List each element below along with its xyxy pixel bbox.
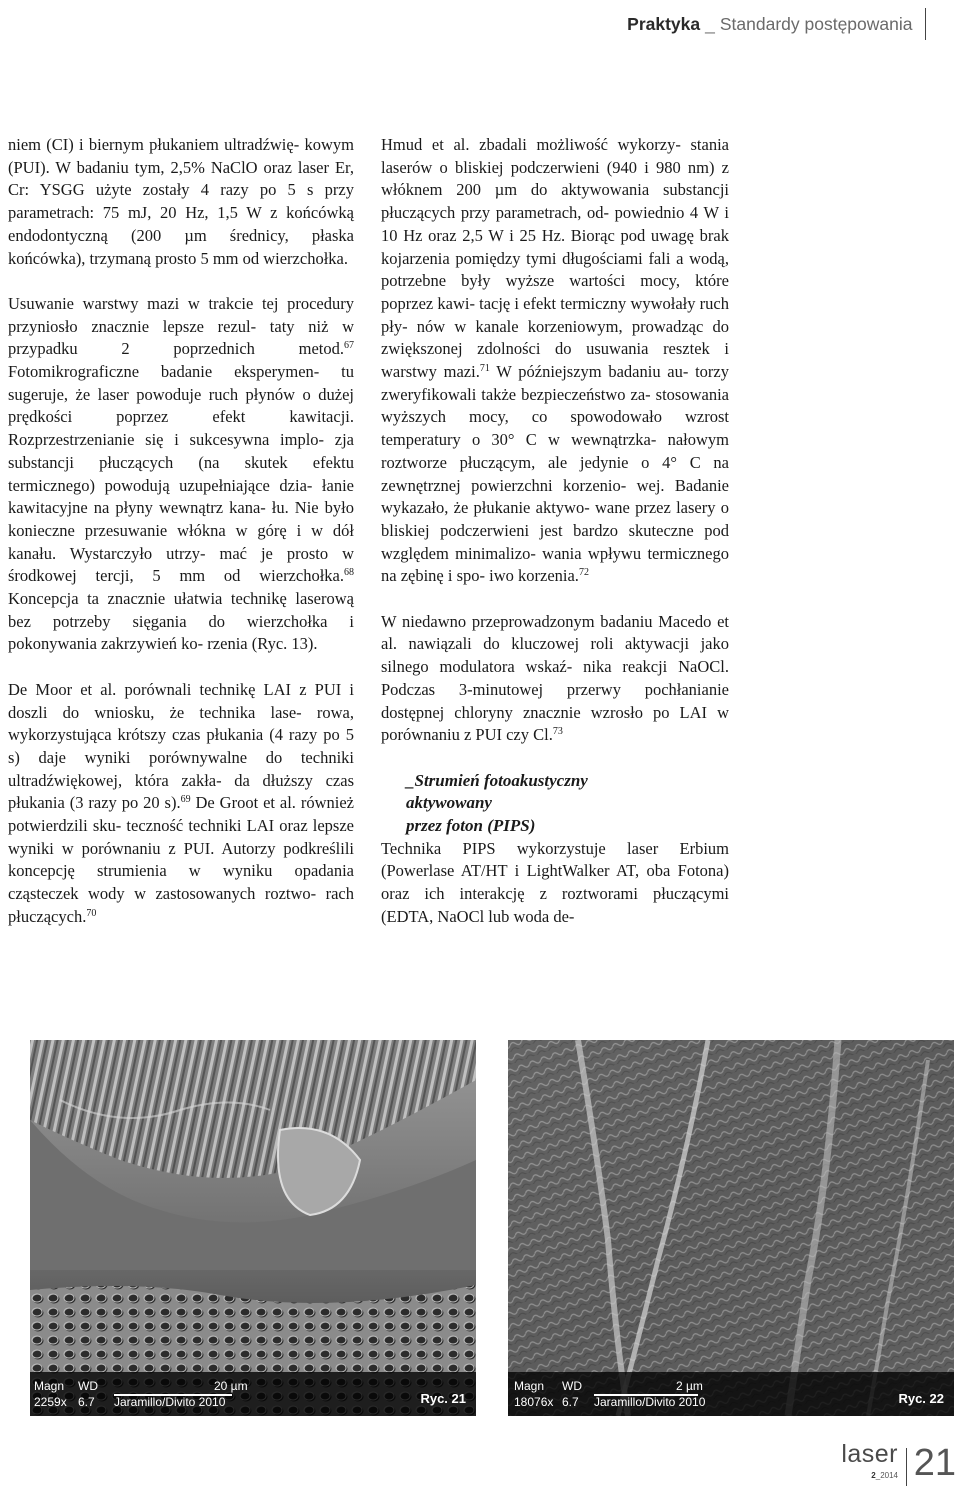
header-separator: _: [705, 13, 715, 34]
page-footer: [0, 1440, 960, 1490]
magnification-label: Magn: [514, 1379, 545, 1393]
header-divider: [925, 8, 927, 40]
magnification-value: 2259x: [34, 1395, 67, 1409]
figure-sem-image-21: [30, 1040, 476, 1416]
magazine-name: laser: [841, 1440, 898, 1468]
running-header: [627, 8, 926, 40]
subheading-line: aktywowany: [406, 793, 492, 813]
image-credit: Jaramillo/Divito 2010: [594, 1395, 706, 1409]
image-credit: Jaramillo/Divito 2010: [114, 1395, 226, 1409]
sem-micrograph: [30, 1040, 476, 1416]
scale-label: 20 µm: [214, 1379, 248, 1393]
section-topic: Standardy postępowania: [719, 13, 913, 34]
subheading-line: przez foton (PIPS): [406, 816, 536, 836]
paragraph: [381, 611, 729, 747]
paragraph: Technika PIPS wykorzystuje laser Erbium (Powerlase AT/HT i LightWalker AT, oba Fotona) oraz ich interakcję z roztworami płuczącymi (EDTA, NaOCl lub woda de-: [381, 838, 729, 926]
paragraph: [8, 679, 354, 929]
figure-caption: Ryc. 21: [420, 1391, 466, 1406]
footnote-ref: 73: [552, 726, 563, 738]
paragraph: niem (CI) i biernym płukaniem ultradźwię- kowym (PUI). W badaniu tym, 2,5% NaClO oraz laser Er, Cr: YSGG użyte zostały 4 razy po 5 s przy parametrach: 75 mJ, 20 Hz, 1,5 W z końcówką endodontyczną (200 µm średnicy, płaska końcówka), trzymaną prosto 5 mm od wierzchołka.: [8, 135, 354, 268]
section-subheading: [381, 770, 729, 838]
footer-divider: [906, 1448, 907, 1486]
text-run: Hmud et al. zbadali możliwość wykorzy- stania laserów o bliskiej podczerwieni (940 i 980 nm) z włóknem 200 µm do aktywowania substancji płuczących przy parametrach, od- powiednio 4 W i 10 Hz oraz 2,5 W i 25 Hz. Biorąc pod uwagę brak kojarzenia pomiędzy tymi długościami fali a wodą, potrzebne były wyższe wartości mocy, które poprzez kawi- tację i efekt termiczny wywołały ruch pły- nów w kanale korzeniowym, prowadząc do zwiększonej zdolności do usuwania resztek i warstwy mazi.: [381, 135, 729, 382]
working-distance-value: 6.7: [562, 1395, 579, 1409]
paragraph: [8, 293, 354, 656]
right-column: [381, 134, 729, 929]
text-run: Fotomikrograficzne badanie eksperymen- tu sugeruje, że laser powoduje ruch płynów o dużej prędkości poprzez efekt kawitacji. Rozprzestrzenianie się i sukcesywna implo- zja substancji płuczących (na skutek efektu termicznego) powodują uzupełniające dzia- łanie kawitacyjne na płyny wewnątrz kana- łu. Nie było konieczne przesuwanie włókna w górę i w dół kanału. Wystarczyło utrzy- mać je prosto w środkowej tercji, 5 mm od wierzchołka.: [8, 362, 354, 586]
text-run: W niedawno przeprowadzonym badaniu Macedo et al. nawiązali do kluczowej roli aktywacji jako silnego modulatora wskaź- nika reakcji NaOCl. Podczas 3-minutowej przerwy pochłanianie dostępnej chloryny znacznie wzrosło po LAI w porównaniu z PUI czy Cl.: [381, 611, 729, 745]
working-distance-label: WD: [562, 1379, 582, 1393]
working-distance-label: WD: [78, 1379, 98, 1393]
figure-caption: Ryc. 22: [898, 1391, 944, 1406]
issue-year: _2014: [875, 1471, 898, 1480]
page-number: 21: [913, 1442, 956, 1484]
footnote-ref: 69: [180, 794, 191, 806]
magnification-label: Magn: [34, 1379, 65, 1393]
scale-label: 2 µm: [676, 1379, 703, 1393]
subheading-line: _Strumień fotoakustyczny: [406, 770, 588, 790]
section-title: Praktyka: [627, 13, 701, 34]
micrograph-info-bar: [508, 1372, 954, 1416]
magnification-value: 18076x: [514, 1395, 554, 1409]
micrograph-info-bar: [30, 1372, 476, 1416]
footnote-ref: 70: [86, 907, 97, 919]
text-run: Usuwanie warstwy mazi w trakcie tej procedury przyniosło znacznie lepsze rezul- taty niż w przypadku 2 poprzednich metod.: [8, 293, 354, 359]
sem-micrograph: [508, 1040, 954, 1416]
text-run: De Groot et al. również potwierdzili sku- teczność techniki LAI oraz lepsze wyniki w porównaniu z PUI. Autorzy podkreślili koncepcję strumienia w wyniku opadania cząsteczek wody w zastosowanych roztwo- rach płuczących.: [8, 793, 354, 926]
text-run: Koncepcja ta znacznie ułatwia technikę laserową bez potrzeby sięgania do wierzchołka i pokonywania zakrzywień ko- rzenia (Ryc. 13).: [8, 589, 354, 654]
figure-sem-image-22: [508, 1040, 954, 1416]
footnote-ref: 72: [578, 567, 589, 579]
footnote-ref: 68: [344, 567, 354, 579]
working-distance-value: 6.7: [78, 1395, 95, 1409]
text-run: De Moor et al. porównali technikę LAI z PUI i doszli do wniosku, że technika lase- rowa, wykorzystująca krótszy czas płukania (4 razy po 5 s) daje wyniki porównywalne do techniki ultradźwiękowej, która zakła- da dłuższy czas płukania (3 razy po 20 s).: [8, 679, 354, 813]
footnote-ref: 67: [344, 340, 354, 352]
issue-number: 2: [871, 1471, 876, 1480]
issue-info: [871, 1471, 898, 1480]
paragraph: [381, 134, 729, 588]
footnote-ref: 71: [479, 363, 490, 375]
left-column: [8, 134, 354, 929]
text-run: W późniejszym badaniu au- torzy zweryfikowali także bezpieczeństwo za- stosowania wyższych mocy, co spowodowało wzrost temperatury o 30° C w wewnątrzka- nałowym roztworze płuczącym, ale jedynie o 4° C na zewnętrznej powierzchni korzenio- wej. Badanie wykazało, że płukanie aktywo- wane przez lasery o bliskiej podczerwieni jest bardzo skuteczne pod względem minimalizo- wania wpływu termicznego na zębinę i spo- iwo korzenia.: [381, 362, 729, 586]
